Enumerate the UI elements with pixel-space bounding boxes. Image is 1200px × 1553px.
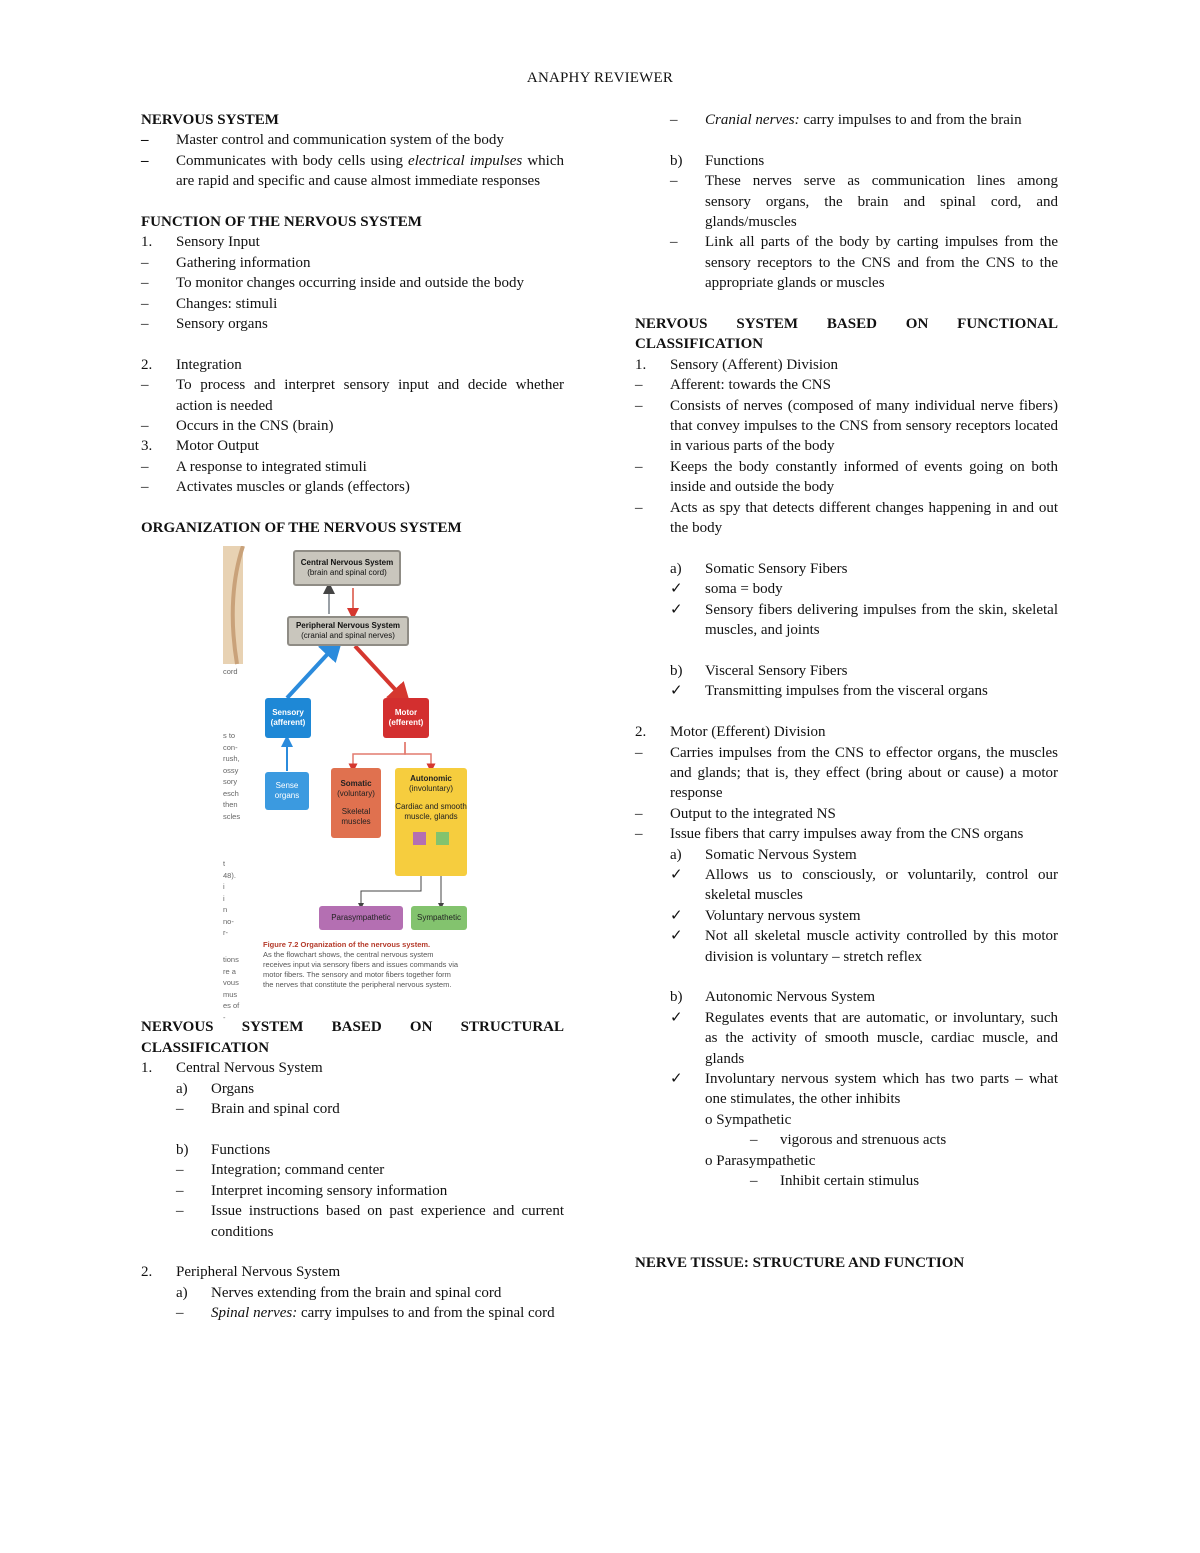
check-icon: ✓ <box>670 601 683 618</box>
list-item: – Output to the integrated NS <box>635 805 836 822</box>
lettered-item: b) Functions <box>176 1141 271 1158</box>
figure-edge-text: t 48). i i n no- r- <box>223 859 236 938</box>
check-item: ✓ Involuntary nervous system which has two parts – what one stimulates, the other inhibits <box>670 1071 1058 1108</box>
list-item <box>141 130 564 150</box>
lettered-item: a) Organs <box>176 1080 255 1097</box>
figure-edge-text: s to con- rush, ossy sory esch then scles <box>223 731 241 821</box>
left-column <box>141 110 564 1324</box>
list-item: – Consists of nerves (composed of many individual nerve fibers) that convey impulses to the CNS from sensory receptors located in various parts of the body <box>635 397 1058 455</box>
right-column <box>635 110 1058 1273</box>
list-item: – Keeps the body constantly informed of events going on both inside and outside the body <box>635 458 1058 496</box>
numbered-item: 1. Sensory (Afferent) Division <box>635 356 839 373</box>
list-item: – Interpret incoming sensory information <box>176 1182 448 1199</box>
autonomic-box: Autonomic (involuntary) Cardiac and smooth muscle, glands <box>395 768 467 876</box>
numbered-item: 3. Motor Output <box>141 438 259 455</box>
bullet-dash: – <box>141 152 149 169</box>
list-item: – Cranial nerves: carry impulses to and from the brain <box>670 112 1022 128</box>
numbered-item: 1. Sensory Input <box>141 234 260 251</box>
parasympathetic-swatch <box>413 832 426 845</box>
parasympathetic-box: Parasympathetic <box>319 906 403 930</box>
pns-box: Peripheral Nervous System (cranial and spinal nerves) <box>287 616 409 646</box>
sensory-box: Sensory (afferent) <box>265 698 311 738</box>
list-item: – Changes: stimuli <box>141 295 278 312</box>
list-item <box>141 151 564 192</box>
check-item: ✓ Transmitting impulses from the visceral organs <box>635 681 1058 701</box>
numbered-item: 1. Central Nervous System <box>141 1060 323 1077</box>
list-item: – Issue fibers that carry impulses away from the CNS organs <box>635 826 1024 843</box>
check-item: ✓ Regulates events that are automatic, or involuntary, such as the activity of smooth muscle, cardiac muscle, and glands <box>670 1009 1058 1067</box>
numbered-item: 2. Motor (Efferent) Division <box>635 724 826 741</box>
list-item: – Sensory organs <box>141 316 268 333</box>
list-item: – Occurs in the CNS (brain) <box>141 418 334 435</box>
check-item: ✓ Voluntary nervous system <box>635 906 1058 926</box>
check-icon: ✓ <box>670 866 683 883</box>
list-item-text: Master control and communication system of the body <box>176 132 504 149</box>
check-item: ✓ soma = body <box>635 579 1058 599</box>
check-icon: ✓ <box>670 1071 683 1087</box>
numbered-item: 2. Peripheral Nervous System <box>141 1264 341 1281</box>
check-icon: ✓ <box>670 907 683 924</box>
numbered-item: 2. Integration <box>141 356 242 373</box>
lettered-item: b) Visceral Sensory Fibers <box>670 662 848 679</box>
section-heading-nervous-system: NERVOUS SYSTEM <box>141 112 279 128</box>
lettered-item: a) Nerves extending from the brain and spinal cord <box>176 1284 502 1301</box>
check-item: ✓ Not all skeletal muscle activity controlled by this motor division is voluntary – stretch reflex <box>670 928 1058 965</box>
list-item: – Afferent: towards the CNS <box>635 377 831 394</box>
lettered-item: b) Autonomic Nervous System <box>670 989 875 1006</box>
sensory-to-pns-arrow <box>287 646 335 698</box>
organization-flowchart-figure <box>223 546 467 1022</box>
pns-to-motor-arrow <box>355 646 403 698</box>
lettered-item: b) Functions <box>670 152 765 169</box>
list-item: – To process and interpret sensory input and decide whether action is needed <box>141 377 564 414</box>
lettered-item: a) Somatic Sensory Fibers <box>670 560 848 577</box>
section-heading-function: FUNCTION OF THE NERVOUS SYSTEM <box>141 214 422 231</box>
list-item: – Link all parts of the body by carting impulses from the sensory receptors to the CNS and from the CNS to the appropriate glands or muscles <box>670 234 1058 292</box>
list-item: – Acts as spy that detects different changes happening in and out the body <box>635 499 1058 537</box>
lettered-item: a) Somatic Nervous System <box>670 846 857 863</box>
list-item: – Integration; command center <box>176 1162 385 1179</box>
list-item: – Brain and spinal cord <box>176 1101 340 1118</box>
cns-box: Central Nervous System (brain and spinal cord) <box>293 550 401 586</box>
list-item: – A response to integrated stimuli <box>141 458 367 475</box>
check-icon: ✓ <box>670 581 683 598</box>
section-heading-organization: ORGANIZATION OF THE NERVOUS SYSTEM <box>141 520 462 537</box>
sympathetic-box: Sympathetic <box>411 906 467 930</box>
list-item: – Spinal nerves: carry impulses to and from the spinal cord <box>176 1305 555 1322</box>
check-icon: ✓ <box>670 928 683 945</box>
list-item: – Gathering information <box>141 254 311 271</box>
list-item: – Carries impulses from the CNS to effector organs, the muscles and glands; that is, they effect (bring about or cause) a motor response <box>635 744 1058 802</box>
section-heading-functional: NERVOUS SYSTEM BASED ON FUNCTIONAL CLASSIFICATION <box>635 316 1058 353</box>
list-item: – Inhibit certain stimulus <box>750 1173 920 1190</box>
sub-division-sympathetic: o Sympathetic <box>705 1111 792 1128</box>
check-item: ✓ Allows us to consciously, or voluntarily, control our skeletal muscles <box>670 866 1058 904</box>
list-item: – vigorous and strenuous acts <box>750 1132 947 1149</box>
section-heading-nerve-tissue: NERVE TISSUE: STRUCTURE AND FUNCTION <box>635 1254 965 1271</box>
check-icon: ✓ <box>670 1009 683 1026</box>
list-item: – Activates muscles or glands (effectors) <box>141 479 410 496</box>
bullet-dash: – <box>141 132 149 149</box>
motor-box: Motor (efferent) <box>383 698 429 738</box>
list-item-text: Communicates with body cells using electrical impulses which are rapid and specific and cause almost immediate responses <box>176 152 564 190</box>
sympathetic-swatch <box>436 832 449 845</box>
figure-edge-text: cord <box>223 667 238 677</box>
list-item: – To monitor changes occurring inside and outside the body <box>141 275 525 292</box>
list-item: – Issue instructions based on past experience and current conditions <box>176 1203 564 1240</box>
sub-division-parasympathetic: o Parasympathetic <box>705 1152 816 1169</box>
section-heading-structural: NERVOUS SYSTEM BASED ON STRUCTURAL CLASSIFICATION <box>141 1019 564 1056</box>
figure-edge-text: tions re a vous mus es of - <box>223 955 240 1022</box>
list-item: – These nerves serve as communication lines among sensory organs, the brain and spinal cord, and glands/muscles <box>670 173 1058 231</box>
check-icon: ✓ <box>670 683 683 700</box>
page-title: ANAPHY REVIEWER <box>526 70 674 86</box>
sense-organs-box: Sense organs <box>265 772 309 810</box>
figure-caption: Figure 7.2 Organization of the nervous system. As the flowchart shows, the central nervous system receives input via sensory fibers and issues commands via motor fibers. The sensory and motor fibers together form the nerves that constitute the peripheral nervous system. <box>263 940 459 990</box>
check-item: ✓ Sensory fibers delivering impulses from the skin, skeletal muscles, and joints <box>670 601 1058 639</box>
somatic-box: Somatic (voluntary) Skeletal muscles <box>331 768 381 838</box>
